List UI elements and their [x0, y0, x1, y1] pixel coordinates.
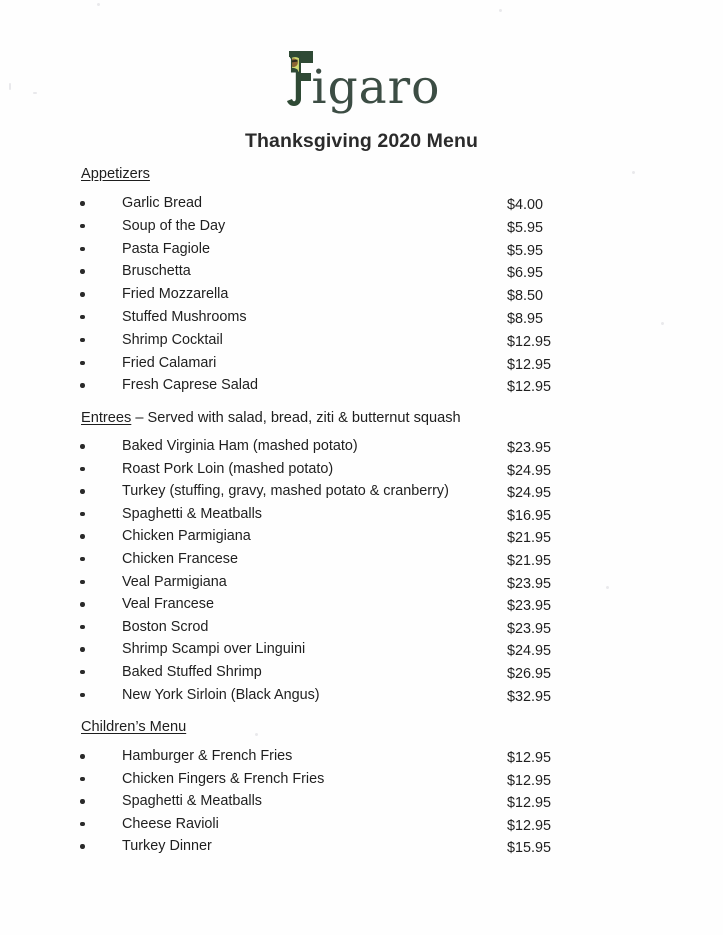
bullet-icon [80, 557, 85, 562]
menu-item-price: $23.95 [507, 620, 552, 637]
menu-item-name: Chicken Fingers & French Fries [122, 770, 325, 787]
scan-speckle [97, 3, 100, 6]
menu-item-name: Boston Scrod [122, 618, 209, 635]
menu-item-name: Roast Pork Loin (mashed potato) [122, 460, 334, 477]
menu-item-name: Fresh Caprese Salad [122, 377, 258, 394]
section-appetizers [0, 166, 723, 399]
menu-item-price: $5.95 [507, 242, 544, 259]
menu-item-name: Spaghetti & Meatballs [122, 793, 262, 810]
menu-item-name: Fried Calamari [122, 354, 217, 371]
menu-item-price: $12.95 [507, 356, 552, 373]
section-entrees [0, 410, 723, 708]
menu-item-row [0, 815, 723, 838]
menu-item-row [0, 747, 723, 770]
menu-item-name: Cheese Ravioli [122, 815, 219, 832]
menu-item-price: $26.95 [507, 665, 552, 682]
menu-item-row [0, 308, 723, 331]
menu-item-row [0, 663, 723, 686]
menu-item-row [0, 262, 723, 285]
menu-item-row [0, 595, 723, 618]
section-heading-entrees [0, 410, 723, 426]
bullet-icon [80, 247, 85, 252]
bullet-icon [80, 647, 85, 652]
section-heading-label: Appetizers [81, 166, 150, 182]
menu-item-price: $12.95 [507, 750, 552, 766]
menu-item-price: $12.95 [507, 379, 552, 396]
menu-item-name: Veal Francese [122, 596, 214, 613]
menu-item-price: $24.95 [507, 462, 552, 479]
menu-item-row [0, 217, 723, 240]
section-heading-appetizers [0, 166, 723, 182]
menu-item-name: Baked Virginia Ham (mashed potato) [122, 438, 358, 454]
menu-item-row [0, 686, 723, 709]
menu-item-row [0, 640, 723, 663]
menu-item-row [0, 354, 723, 377]
menu-item-row [0, 618, 723, 641]
menu-item-row [0, 437, 723, 460]
scan-speckle [499, 9, 502, 12]
section-childrens-menu [0, 719, 723, 860]
bullet-icon [80, 799, 85, 804]
menu-item-list-appetizers [0, 194, 723, 399]
menu-item-row [0, 527, 723, 550]
restaurant-logo [0, 38, 723, 115]
menu-item-name: Turkey (stuffing, gravy, mashed potato & cranberry) [122, 483, 449, 500]
menu-item-price: $12.95 [507, 772, 552, 789]
bullet-icon [80, 338, 85, 343]
bullet-icon [80, 269, 85, 274]
menu-item-name: Turkey Dinner [122, 838, 212, 855]
menu-item-name: Hamburger & French Fries [122, 748, 293, 764]
menu-item-name: Baked Stuffed Shrimp [122, 663, 262, 680]
menu-item-name: Spaghetti & Meatballs [122, 505, 262, 522]
menu-item-name: Pasta Fagiole [122, 240, 210, 257]
menu-item-price: $16.95 [507, 507, 552, 524]
bullet-icon [80, 754, 85, 759]
menu-item-name: Garlic Bread [122, 195, 202, 211]
menu-item-name: Fried Mozzarella [122, 286, 229, 303]
bullet-icon [80, 580, 85, 585]
menu-item-price: $6.95 [507, 265, 544, 282]
menu-item-name: Chicken Parmigiana [122, 528, 251, 545]
menu-item-row [0, 505, 723, 528]
bullet-icon [80, 224, 85, 229]
menu-item-price: $12.95 [507, 817, 552, 834]
section-heading-note: – Served with salad, bread, ziti & butternut squash [131, 410, 461, 426]
menu-item-price: $32.95 [507, 688, 552, 705]
menu-item-list-entrees [0, 437, 723, 708]
bullet-icon [80, 361, 85, 366]
menu-item-price: $8.95 [507, 310, 544, 327]
menu-item-price: $12.95 [507, 795, 552, 812]
menu-item-name: New York Sirloin (Black Angus) [122, 686, 320, 703]
bullet-icon [80, 670, 85, 675]
menu-item-row [0, 331, 723, 354]
menu-item-name: Shrimp Cocktail [122, 331, 223, 348]
menu-item-price: $23.95 [507, 440, 552, 456]
menu-item-name: Bruschetta [122, 263, 191, 280]
menu-item-row [0, 792, 723, 815]
menu-item-price: $23.95 [507, 598, 552, 615]
menu-item-row [0, 194, 723, 217]
bullet-icon [80, 383, 85, 388]
bullet-icon [80, 512, 85, 517]
section-heading-label: Entrees [81, 410, 132, 426]
menu-item-price: $8.50 [507, 288, 544, 305]
menu-item-row [0, 376, 723, 399]
menu-item-row [0, 770, 723, 793]
bullet-icon [80, 602, 85, 607]
bullet-icon [80, 201, 85, 206]
section-heading-label: Children’s Menu [81, 719, 187, 735]
menu-item-price: $24.95 [507, 485, 552, 502]
bullet-icon [80, 693, 85, 698]
bullet-icon [80, 489, 85, 494]
bullet-icon [80, 625, 85, 630]
bullet-icon [80, 844, 85, 849]
bullet-icon [80, 467, 85, 472]
menu-item-price: $15.95 [507, 840, 552, 857]
menu-item-name: Chicken Francese [122, 550, 238, 567]
menu-item-row [0, 550, 723, 573]
menu-item-name: Soup of the Day [122, 217, 226, 234]
bullet-icon [80, 444, 85, 449]
menu-item-price: $21.95 [507, 552, 552, 569]
bullet-icon [80, 777, 85, 782]
menu-item-name: Shrimp Scampi over Linguini [122, 641, 306, 658]
menu-item-price: $24.95 [507, 643, 552, 660]
menu-item-price: $12.95 [507, 333, 552, 350]
menu-item-price: $5.95 [507, 219, 544, 236]
menu-item-price: $21.95 [507, 530, 552, 547]
menu-item-row [0, 837, 723, 860]
menu-item-price: $23.95 [507, 575, 552, 592]
bullet-icon [80, 822, 85, 827]
menu-item-row [0, 482, 723, 505]
section-heading-children [0, 719, 723, 735]
menu-item-name: Stuffed Mushrooms [122, 308, 247, 325]
page-title: Thanksgiving 2020 Menu [244, 130, 478, 152]
bullet-icon [80, 534, 85, 539]
menu-item-row [0, 573, 723, 596]
bullet-icon [80, 292, 85, 297]
menu-item-list-children [0, 747, 723, 860]
menu-item-row [0, 240, 723, 263]
menu-item-name: Veal Parmigiana [122, 573, 227, 590]
bullet-icon [80, 315, 85, 320]
menu-item-row [0, 285, 723, 308]
menu-item-row [0, 460, 723, 483]
logo-wordmark: igaro [311, 59, 441, 115]
menu-item-price: $4.00 [507, 197, 544, 213]
